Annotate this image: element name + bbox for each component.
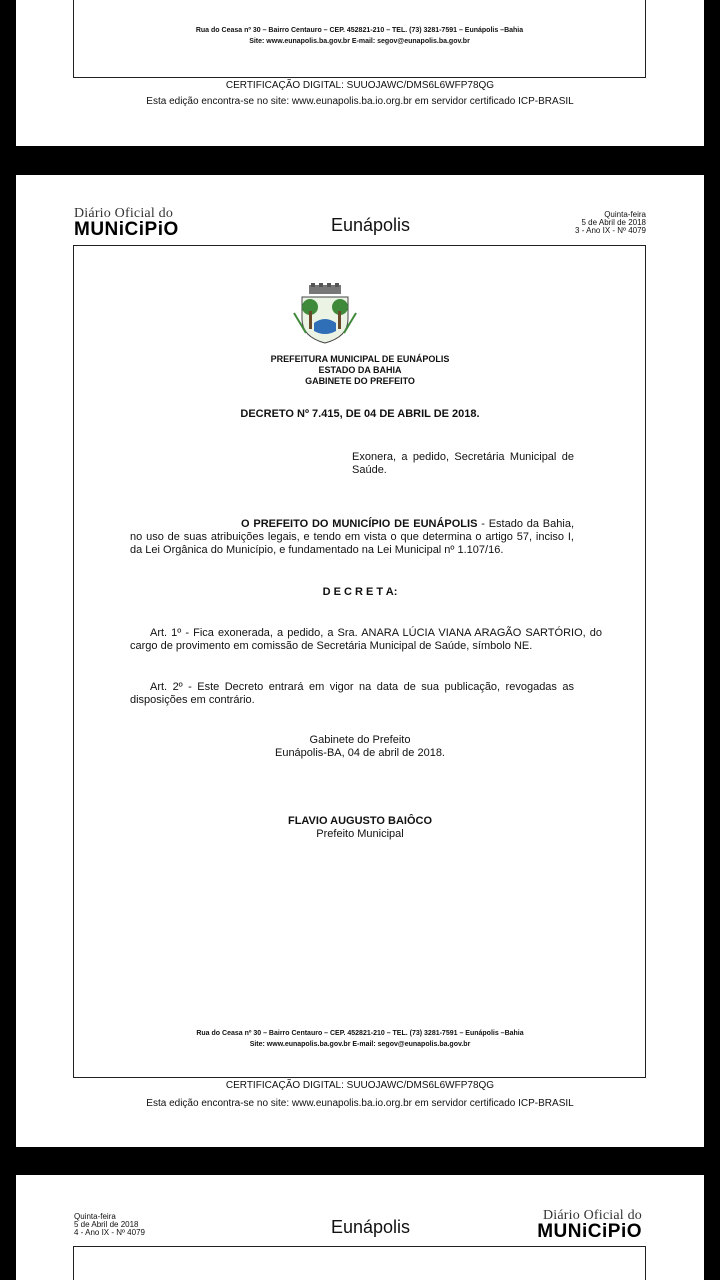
- org-office: GABINETE DO PREFEITO: [305, 376, 415, 386]
- signature-date: Eunápolis-BA, 04 de abril de 2018.: [274, 747, 445, 759]
- logo-title-line2: MUNiCiPiO: [537, 1221, 642, 1242]
- page-3: [16, 175, 704, 1147]
- previous-page-fragment: [16, 0, 704, 146]
- signer-name: FLAVIO AUGUSTO BAIÔCO: [287, 815, 433, 827]
- issue-weekday: Quinta-feira: [74, 1212, 116, 1221]
- issue-weekday: Quinta-feira: [604, 210, 646, 219]
- city-name: Eunápolis: [331, 1217, 411, 1237]
- decreta-heading: D E C R E T A:: [322, 586, 398, 598]
- footer-address: Rua do Ceasa nº 30 – Bairro Centauro – CEP. 452821-210 – TEL. (73) 3281-7591 – Eunápolis –Bahia: [195, 27, 524, 34]
- logo-title-line1: Diário Oficial do: [74, 206, 174, 221]
- signature-place: Gabinete do Prefeito: [309, 734, 411, 746]
- issue-date-block: [74, 1213, 145, 1237]
- decree-preamble: [130, 518, 574, 557]
- preamble-text: - Estado da Bahia, no uso de suas atribuições legais, e tendo em vista o que determina o artigo 57, inciso I, da Lei Orgânica do Município, e fundamentado na Lei Municipal nº 1.107/16.: [130, 518, 574, 556]
- decree-title: DECRETO Nº 7.415, DE 04 DE ABRIL DE 2018.: [240, 408, 480, 420]
- city-name: Eunápolis: [331, 215, 411, 235]
- diario-logo: [74, 207, 179, 238]
- article-1: Art. 1º - Fica exonerada, a pedido, a Sra. ANARA LÚCIA VIANA ARAGÃO SARTÓRIO, do cargo de provimento em comissão de Secretária Municipal de Saúde, símbolo NE.: [130, 627, 602, 652]
- page-frame: [73, 1246, 646, 1280]
- issue-edition: 4 - Ano IX - Nº 4079: [74, 1228, 145, 1237]
- decree-summary: Exonera, a pedido, Secretária Municipal de Saúde.: [352, 451, 574, 476]
- page-4-fragment: [16, 1175, 704, 1280]
- signer-role: Prefeito Municipal: [316, 828, 404, 840]
- issue-date: 5 de Abril de 2018: [74, 1220, 139, 1229]
- diario-logo: [537, 1209, 642, 1240]
- certification-text: CERTIFICAÇÃO DIGITAL: SUUOJAWC/DMS6L6WFP78QG: [225, 80, 495, 91]
- edition-note: Esta edição encontra-se no site: www.eunapolis.ba.io.org.br em servidor certificado ICP-BRASIL: [146, 96, 574, 107]
- footer-site-email: Site: www.eunapolis.ba.gov.br E-mail: segov@eunapolis.ba.gov.br: [249, 1041, 471, 1048]
- logo-title-line1: Diário Oficial do: [542, 1208, 642, 1223]
- org-state: ESTADO DA BAHIA: [318, 365, 402, 375]
- article-2: Art. 2º - Este Decreto entrará em vigor na data de sua publicação, revogadas as disposições em contrário.: [130, 681, 574, 706]
- issue-date: 5 de Abril de 2018: [581, 218, 646, 227]
- page-frame: [73, 0, 646, 78]
- issue-edition: 3 - Ano IX - Nº 4079: [575, 226, 646, 235]
- preamble-authority: O PREFEITO DO MUNICÍPIO DE EUNÁPOLIS: [241, 518, 478, 530]
- logo-title-line2: MUNiCiPiO: [74, 219, 179, 240]
- municipal-crest-icon: [292, 283, 358, 345]
- org-name: PREFEITURA MUNICIPAL DE EUNÁPOLIS: [270, 354, 450, 364]
- footer-address: Rua do Ceasa nº 30 – Bairro Centauro – CEP. 452821-210 – TEL. (73) 3281-7591 – Eunápolis –Bahia: [196, 1030, 524, 1037]
- issue-date-block: [575, 211, 646, 235]
- certification-text: CERTIFICAÇÃO DIGITAL: SUUOJAWC/DMS6L6WFP78QG: [225, 1080, 495, 1091]
- edition-note: Esta edição encontra-se no site: www.eunapolis.ba.io.org.br em servidor certificado ICP-BRASIL: [146, 1098, 574, 1109]
- footer-site-email: Site: www.eunapolis.ba.gov.br E-mail: segov@eunapolis.ba.gov.br: [249, 38, 470, 45]
